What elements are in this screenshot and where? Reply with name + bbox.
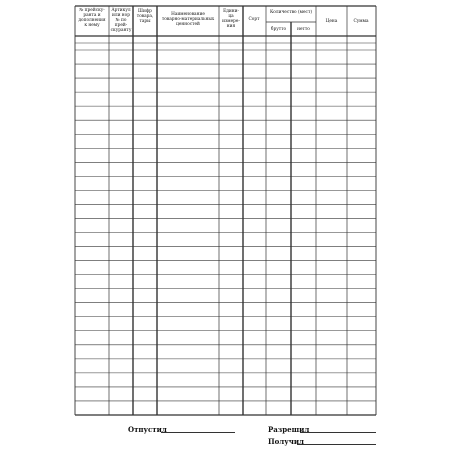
header-gross: брутто <box>270 27 287 32</box>
header-unit: Едини- ца измере- ния <box>222 9 240 29</box>
permitted-by-label: Разрешил <box>268 425 310 434</box>
header-sum: Сумма <box>353 19 369 24</box>
header-price: Цена <box>325 19 338 24</box>
permitted-by-line[interactable] <box>300 432 376 433</box>
released-by-line[interactable] <box>161 432 235 433</box>
received-by-label: Получил <box>268 437 304 446</box>
header-article-number: Артикул или нор № по прей- скуранту <box>110 8 132 33</box>
header-net: нетто <box>297 27 310 32</box>
header-quantity: Количество (мест) <box>269 10 313 15</box>
header-grade: Сорт <box>248 17 260 22</box>
header-goods-code: Шифр товара, тары <box>136 9 154 24</box>
header-goods-name: Наименование товарно-материальных ценностей <box>161 12 215 27</box>
received-by-line[interactable] <box>297 444 376 445</box>
header-price-list-number: № прейску- ранта и дополнения к нему <box>78 8 106 28</box>
released-by-label: Отпустил <box>128 425 167 434</box>
